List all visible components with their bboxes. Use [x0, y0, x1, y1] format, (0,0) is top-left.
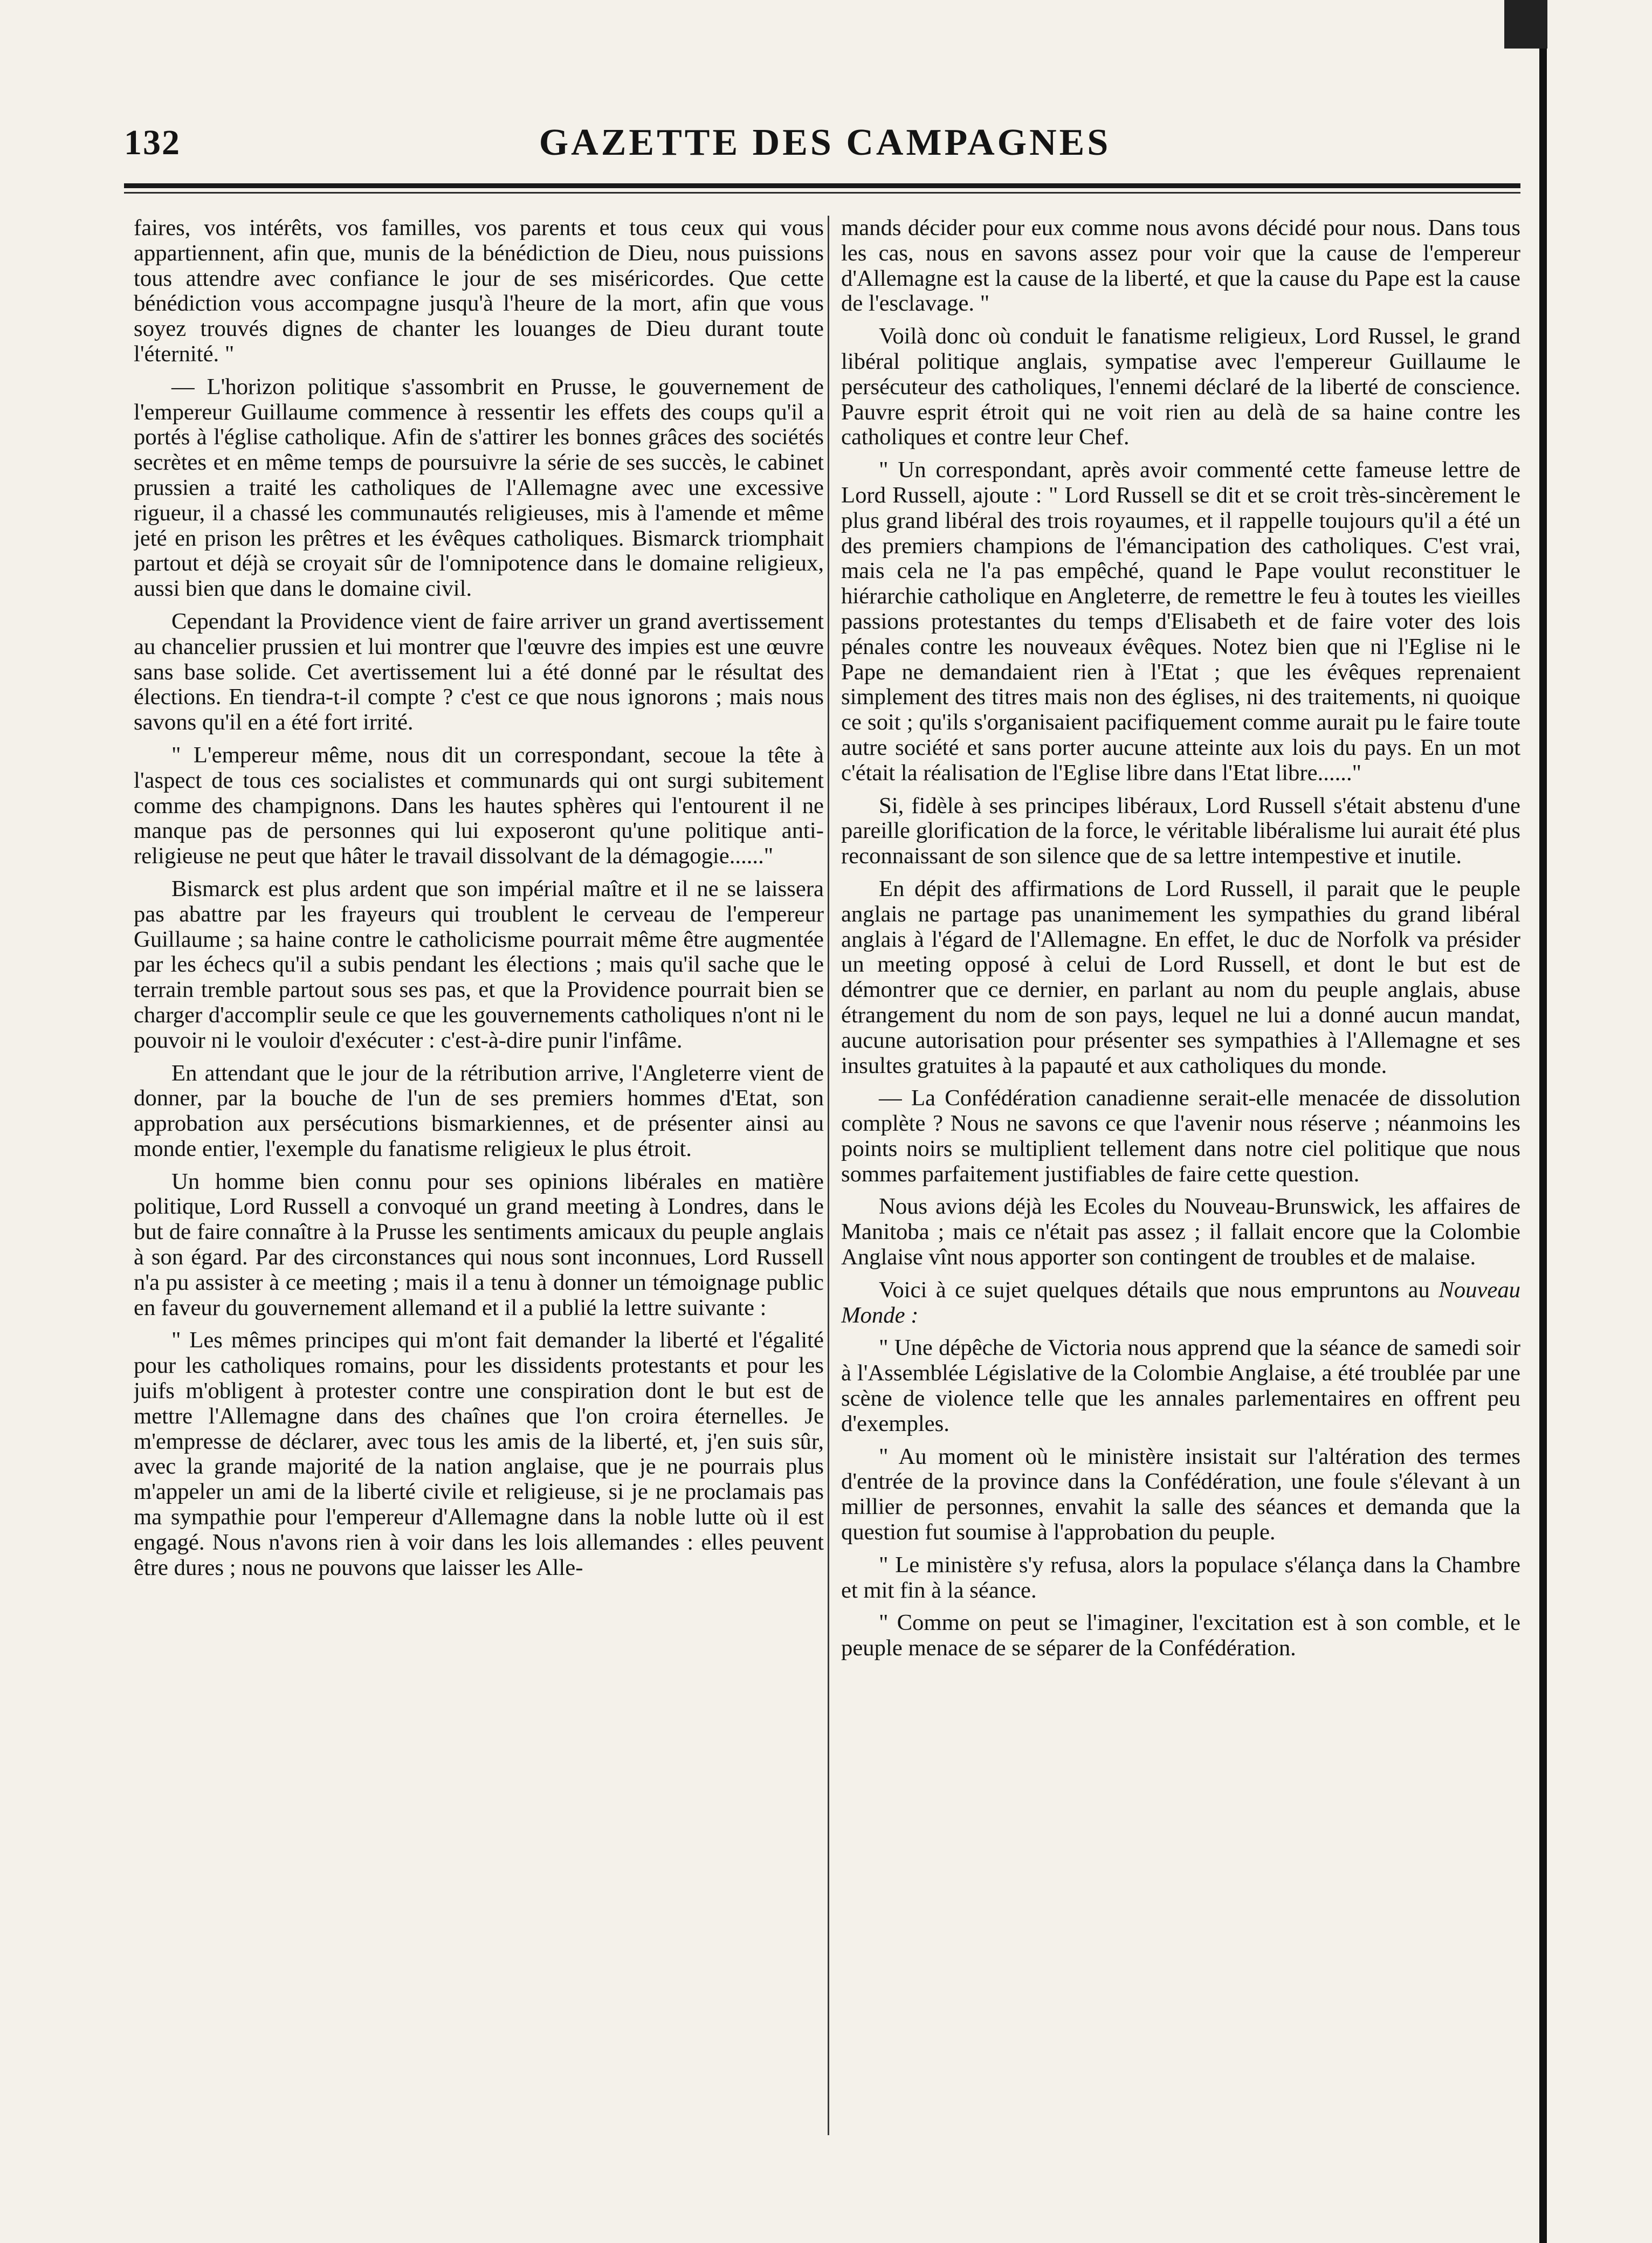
paragraph: — La Confédération canadienne serait-elle menacée de dissolution complète ? Nous ne savons ce que l'avenir nous réserve ; néanmoins les points noirs se multiplient tellement dans notre ciel politique que nous sommes parfaitement justifiables de faire cette question.	[841, 1085, 1520, 1187]
page-number: 132	[124, 123, 181, 162]
paragraph: " L'empereur même, nous dit un correspondant, secoue la tête à l'aspect de tous ces socialistes et communards qui ont surgi subitement comme des champignons. Dans les hautes sphères qui l'entourent il ne manque pas de personnes qui lui exposeront qu'une politique anti-religieuse ne peut que hâter le travail dissolvant de la démagogie......"	[134, 742, 824, 869]
binding-edge-corner	[1504, 0, 1547, 49]
right-column	[841, 216, 1520, 2135]
paragraph: Si, fidèle à ses principes libéraux, Lord Russell s'était abstenu d'une pareille glorification de la force, le véritable libéralisme lui aurait été plus reconnaissant de son silence que de sa lettre intempestive et inutile.	[841, 793, 1520, 869]
source-title: Nouveau Monde :	[841, 1277, 1520, 1328]
running-title: GAZETTE DES CAMPAGNES	[539, 122, 1111, 163]
paragraph: " Le ministère s'y refusa, alors la populace s'élança dans la Chambre et mit fin à la séance.	[841, 1552, 1520, 1603]
binding-edge	[1539, 0, 1547, 2243]
paragraph	[841, 1278, 1520, 1329]
paragraph: En attendant que le jour de la rétribution arrive, l'Angleterre vient de donner, par la bouche de l'un de ses premiers hommes d'Etat, son approbation aux persécutions bismarkiennes, et de présenter ainsi au monde entier, l'exemple du fanatisme religieux le plus étroit.	[134, 1060, 824, 1161]
header-rule-thick	[124, 183, 1520, 188]
paragraph: " Les mêmes principes qui m'ont fait demander la liberté et l'égalité pour les catholiques romains, pour les dissidents protestants et pour les juifs m'obligent à protester contre une conspiration dont le but est de mettre l'Allemagne dans des chaînes que l'on croira éternelles. Je m'empresse de déclarer, avec tous les amis de la liberté, et, j'en suis sûr, avec la grande majorité de la nation anglaise, que je ne pourrais plus m'appeler un ami de la liberté civile et religieuse, si je ne proclamais pas ma sympathie pour l'empereur d'Allemagne dans la noble lutte où il est engagé. Nous n'avons rien à voir dans les lois allemandes : elles peuvent être dures ; nous ne pouvons que laisser les Alle-	[134, 1327, 824, 1580]
page-header	[124, 116, 1526, 175]
paragraph: Bismarck est plus ardent que son impérial maître et il ne se laissera pas abattre par les frayeurs qui troublent le cerveau de l'empereur Guillaume ; sa haine contre le catholicisme pourrait même être augmentée par les échecs qu'il a subis pendant les élections ; mais qu'il sache que le terrain tremble partout sous ses pas, et que la Providence pourrait bien se charger d'accomplir seule ce que les gouvernements catholiques n'ont ni le pouvoir ni le vouloir d'exécuter : c'est-à-dire punir l'infâme.	[134, 876, 824, 1053]
paragraph: " Une dépêche de Victoria nous apprend que la séance de samedi soir à l'Assemblée Législative de la Colombie Anglaise, a été troublée par une scène de violence telle que les annales parlementaires en offrent peu d'exemples.	[841, 1335, 1520, 1436]
paragraph: En dépit des affirmations de Lord Russell, il parait que le peuple anglais ne partage pas unanimement les sympathies du grand libéral anglais à l'égard de l'Allemagne. En effet, le duc de Norfolk va présider un meeting opposé à celui de Lord Russell, et dont le but est de démontrer que ce dernier, en parlant au nom du peuple anglais, abuse étrangement du nom de son pays, lequel ne lui a donné aucun mandat, aucune autorisation pour présenter ses sympathies à l'Allemagne et ses insultes gratuites à la papauté et aux catholiques du monde.	[841, 876, 1520, 1078]
paragraph-lead: Voici à ce sujet quelques détails que nous empruntons au	[879, 1277, 1430, 1303]
paragraph: " Au moment où le ministère insistait sur l'altération des termes d'entrée de la province dans la Confédération, une foule s'élevant à un millier de personnes, envahit la salle des séances et demanda que la question fut soumise à l'approbation du peuple.	[841, 1443, 1520, 1545]
paragraph: Un homme bien connu pour ses opinions libérales en matière politique, Lord Russell a convoqué un grand meeting à Londres, dans le but de faire connaître à la Prusse les sentiments amicaux du peuple anglais à son égard. Par des circonstances qui nous sont inconnues, Lord Russell n'a pu assister à ce meeting ; mais il a tenu à donner un témoignage public en faveur du gouvernement allemand et il a publié la lettre suivante :	[134, 1168, 824, 1320]
paragraph: " Comme on peut se l'imaginer, l'excitation est à son comble, et le peuple menace de se séparer de la Confédération.	[841, 1610, 1520, 1661]
paragraph: Nous avions déjà les Ecoles du Nouveau-Brunswick, les affaires de Manitoba ; mais ce n'était pas assez ; il fallait encore que la Colombie Anglaise vînt nous apporter son contingent de troubles et de malaise.	[841, 1194, 1520, 1270]
paragraph: " Un correspondant, après avoir commenté cette fameuse lettre de Lord Russell, ajoute : " Lord Russell se dit et se croit très-sincèrement le plus grand libéral des trois royaumes, et il rappelle toujours qu'il a été un des premiers champions de l'émancipation des catholiques. C'est vrai, mais cela ne l'a pas empêché, quand le Pape voulut reconstituer le hiérarchie catholique en Angleterre, de remettre le feu à toutes les vieilles passions protestantes du temps d'Elisabeth et de faire voter des lois pénales contre les nouveaux évêques. Notez bien que ni l'Eglise ni le Pape ne demandaient rien à l'Etat ; que les évêques reprenaient simplement des titres mais non des églises, ni des traitements, ni quoique ce soit ; qu'ils s'organisaient pacifiquement comme aurait pu le faire toute autre société et sans porter aucune atteinte aux lois du pays. En un mot c'était la réalisation de l'Eglise libre dans l'Etat libre......"	[841, 457, 1520, 786]
paragraph: mands décider pour eux comme nous avons décidé pour nous. Dans tous les cas, nous en savons assez pour voir que la cause de l'empereur d'Allemagne est la cause de la liberté, et que la cause du Pape est la cause de l'esclavage. "	[841, 216, 1520, 317]
column-divider	[828, 216, 829, 2135]
left-column	[134, 216, 824, 2135]
paragraph: — L'horizon politique s'assombrit en Prusse, le gouvernement de l'empereur Guillaume commence à ressentir les effets des coups qu'il a portés à l'église catholique. Afin de s'attirer les bonnes grâces des sociétés secrètes et en même temps de poursuivre la série de ses succès, le cabinet prussien a traité les catholiques de l'Allemagne avec une excessive rigueur, il a chassé les communautés religieuses, mis à l'amende et même jeté en prison les prêtres et les évêques catholiques. Bismarck triomphait partout et déjà se croyait sûr de l'omnipotence dans le domaine religieux, aussi bien que dans le domaine civil.	[134, 374, 824, 602]
paragraph: faires, vos intérêts, vos familles, vos parents et tous ceux qui vous appartiennent, afin que, munis de la bénédiction de Dieu, nous puissions tous attendre avec confiance le jour de ses miséricordes. Que cette bénédiction vous accompagne jusqu'à l'heure de la mort, afin que vous soyez trouvés dignes de chanter les louanges de Dieu durant toute l'éternité. "	[134, 216, 824, 367]
paragraph: Cependant la Providence vient de faire arriver un grand avertissement au chancelier prussien et lui montrer que l'œuvre des impies est une œuvre sans base solide. Cet avertissement lui a été donné par le résultat des élections. En tiendra-t-il compte ? c'est ce que nous ignorons ; mais nous savons qu'il en a été fort irrité.	[134, 608, 824, 735]
header-rule-thin	[124, 192, 1520, 194]
paragraph: Voilà donc où conduit le fanatisme religieux, Lord Russel, le grand libéral politique anglais, sympatise avec l'empereur Guillaume le persécuteur des catholiques, l'ennemi déclaré de la liberté de conscience. Pauvre esprit étroit qui ne voit rien au delà de sa haine contre les catholiques et contre leur Chef.	[841, 324, 1520, 450]
